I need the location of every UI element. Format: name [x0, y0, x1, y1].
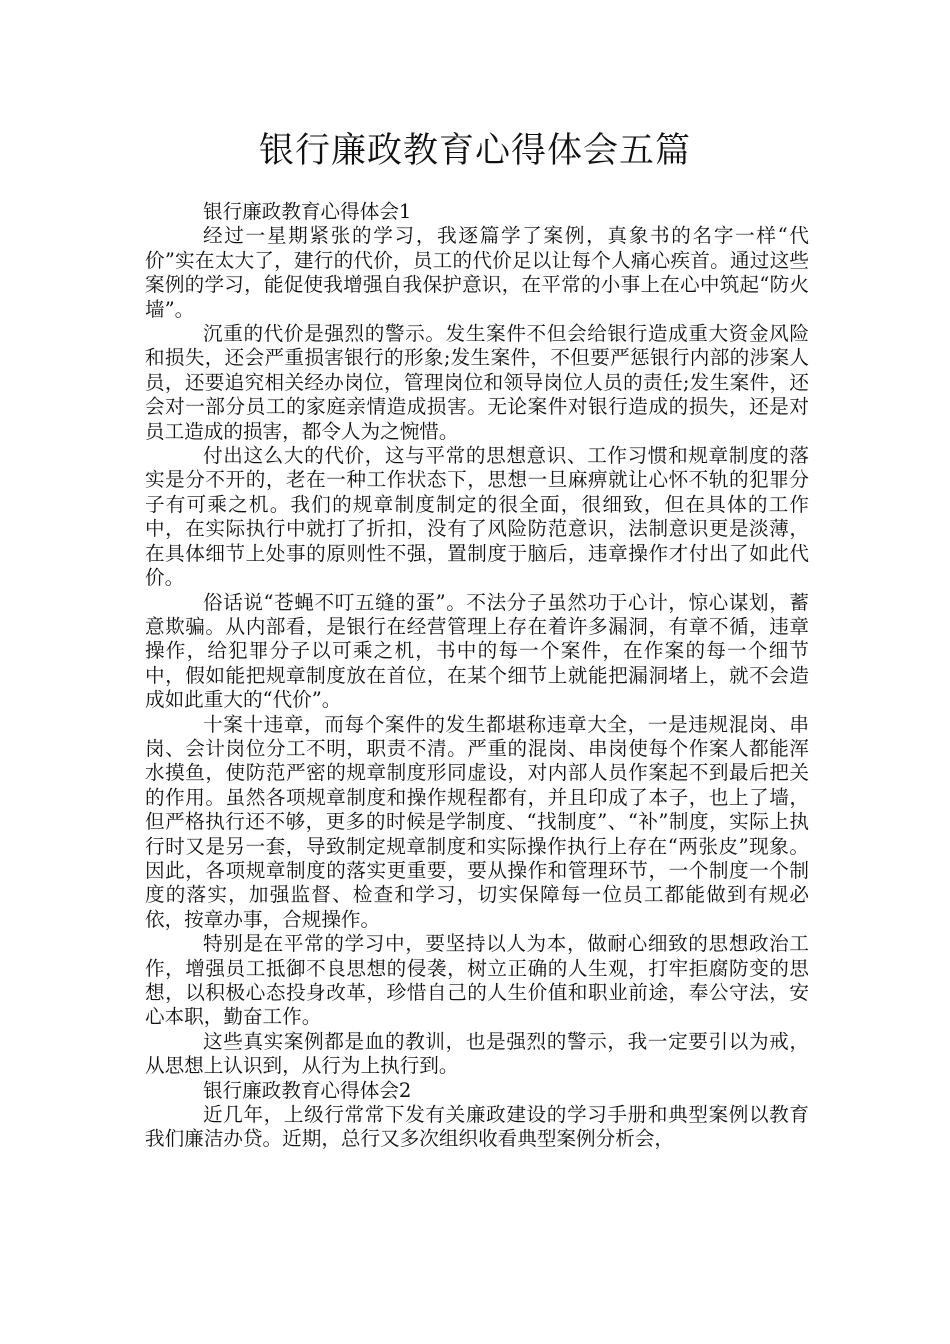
paragraph: 近几年，上级行常常下发有关廉政建设的学习手册和典型案例以教育我们廉洁办贷。近期，总行又多次组织收看典型案例分析会，: [145, 1103, 809, 1151]
paragraph: 经过一星期紧张的学习，我逐篇学了案例，真象书的名字一样“代价”实在太大了，建行的代价，员工的代价足以让每个人痛心疾首。通过这些案例的学习，能促使我增强自我保护意识，在平常的小事上在心中筑起“防火墙”。: [145, 224, 809, 321]
paragraph: 俗话说“苍蝇不叮五缝的蛋”。不法分子虽然功于心计，惊心谋划，蓄意欺骗。从内部看，是银行在经营管理上存在着许多漏洞，有章不循，违章操作，给犯罪分子以可乘之机，书中的每一个案件，在作案的每一个细节中，假如能把规章制度放在首位，在某个细节上就能把漏洞堵上，就不会造成如此重大的“代价”。: [145, 590, 809, 712]
document-title: 银行廉政教育心得体会五篇: [258, 131, 691, 171]
paragraph: 特别是在平常的学习中，要坚持以人为本，做耐心细致的思想政治工作，增强员工抵御不良思想的侵袭，树立正确的人生观，打牢拒腐防变的思想，以积极心态投身改革，珍惜自己的人生价值和职业前途，奉公守法，安心本职，勤奋工作。: [145, 932, 809, 1029]
paragraph: 付出这么大的代价，这与平常的思想意识、工作习惯和规章制度的落实是分不开的，老在一种工作状态下，思想一旦麻痹就让心怀不轨的犯罪分子有可乘之机。我们的规章制度制定的很全面，很细致，但在具体的工作中，在实际执行中就打了折扣，没有了风险防范意识，法制意识更是淡薄，在具体细节上处事的原则性不强，置制度于脑后，违章操作才付出了如此代价。: [145, 444, 809, 590]
paragraph: 这些真实案例都是血的教训，也是强烈的警示，我一定要引以为戒，从思想上认识到，从行为上执行到。: [145, 1029, 809, 1078]
document-body: [145, 200, 809, 1152]
section-heading-2: 银行廉政教育心得体会2: [203, 1078, 412, 1102]
paragraph: 十案十违章，而每个案件的发生都堪称违章大全，一是违规混岗、串岗、会计岗位分工不明，职责不清。严重的混岗、串岗使每个作案人都能浑水摸鱼，使防范严密的规章制度形同虚设，对内部人员作案起不到最后把关的作用。虽然各项规章制度和操作规程都有，并且印成了本子，也上了墙，但严格执行还不够，更多的时候是学制度、“找制度”、“补”制度，实际上执行时又是另一套，导致制定规章制度和实际操作执行上存在“两张皮”现象。因此，各项规章制度的落实更重要，要从操作和管理环节，一个制度一个制度的落实，加强监督、检查和学习，切实保障每一位员工都能做到有规必依，按章办事，合规操作。: [145, 712, 809, 931]
section-heading-1: 银行廉政教育心得体会1: [203, 200, 412, 223]
paragraph: 沉重的代价是强烈的警示。发生案件不但会给银行造成重大资金风险和损失，还会严重损害银行的形象;发生案件，不但要严惩银行内部的涉案人员，还要追究相关经办岗位，管理岗位和领导岗位人员的责任;发生案件，还会对一部分员工的家庭亲情造成损害。无论案件对银行造成的损失，还是对员工造成的损害，都令人为之惋惜。: [145, 322, 809, 443]
